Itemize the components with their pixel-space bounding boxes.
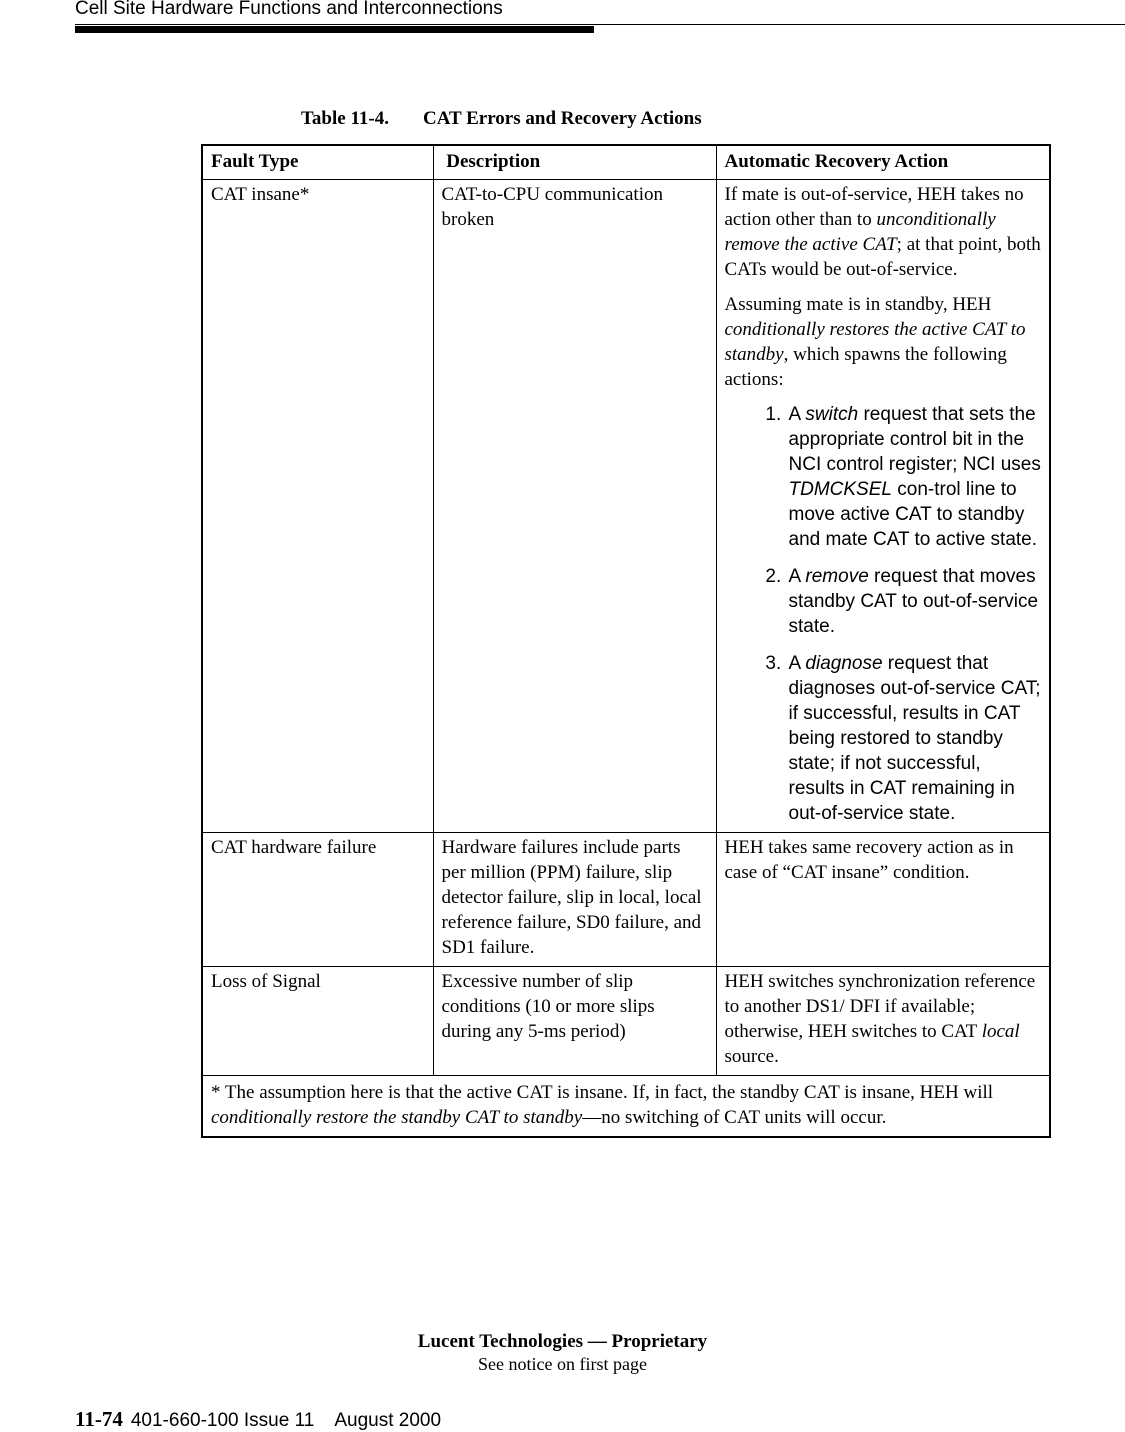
table-header-row [202,145,1050,180]
table-number: Table 11-4. [301,108,389,129]
recovery-paragraph: Assuming mate is in standby, HEH conditionally restores the active CAT to standby, which spawns the following actions: [724,294,1026,390]
table-footnote: * The assumption here is that the active CAT is insane. If, in fact, the standby CAT is insane, HEH will conditionally restore the standby CAT to standby—no switching of CAT units will occur. [202,1076,1050,1138]
footer-notice: See notice on first page [478,1354,647,1374]
recovery-action-list [725,402,1042,826]
recovery-action-cell: HEH takes same recovery action as in case of “CAT insane” condition. [716,833,1050,967]
cat-errors-table [201,144,1051,1138]
header-rule-thick [75,26,594,33]
list-item: 2. A remove request that moves standby CAT to out-of-service state. [787,564,1042,639]
table-caption [301,108,702,130]
fault-type-cell: Loss of Signal [202,967,433,1076]
table-row [202,833,1050,967]
column-header-description: Description [433,145,716,180]
table-row [202,180,1050,833]
column-header-fault-type: Fault Type [202,145,433,180]
running-header-title: Cell Site Hardware Functions and Interconnections [75,0,503,19]
doc-info: 401-660-100 Issue 11 August 2000 [130,1410,442,1431]
list-item: 3. A diagnose request that diagnoses out-of-service CAT; if successful, results in CAT being restored to standby state; if not successful, results in CAT remaining in out-of-service state. [787,651,1042,826]
page-number: 11-74 [75,1407,123,1431]
description-cell: Hardware failures include parts per million (PPM) failure, slip detector failure, slip in local, local reference failure, SD0 failure, and SD1 failure. [433,833,716,967]
table-title: CAT Errors and Recovery Actions [423,108,702,129]
description-cell: Excessive number of slip conditions (10 or more slips during any 5-ms period) [433,967,716,1076]
description-cell: CAT-to-CPU communication broken [433,180,716,833]
page-number-line [75,1407,441,1432]
fault-type-cell: CAT hardware failure [202,833,433,967]
recovery-action-cell: HEH switches synchronization reference to another DS1/ DFI if available; otherwise, HEH switches to CAT local source. [716,967,1050,1076]
header-rule [75,24,1125,25]
fault-type-cell: CAT insane* [202,180,433,833]
table-footnote-row [202,1076,1050,1138]
column-header-recovery-action: Automatic Recovery Action [716,145,1050,180]
recovery-action-cell [716,180,1050,833]
footer-company: Lucent Technologies — Proprietary [417,1331,708,1352]
list-item: 1. A switch request that sets the appropriate control bit in the NCI control register; NCI uses TDMCKSEL con-trol line to move active CAT to standby and mate CAT to active state. [787,402,1042,552]
recovery-paragraph: If mate is out-of-service, HEH takes no action other than to unconditionally remove the active CAT; at that point, both CATs would be out-of-service. [724,184,1041,280]
table-row [202,967,1050,1076]
